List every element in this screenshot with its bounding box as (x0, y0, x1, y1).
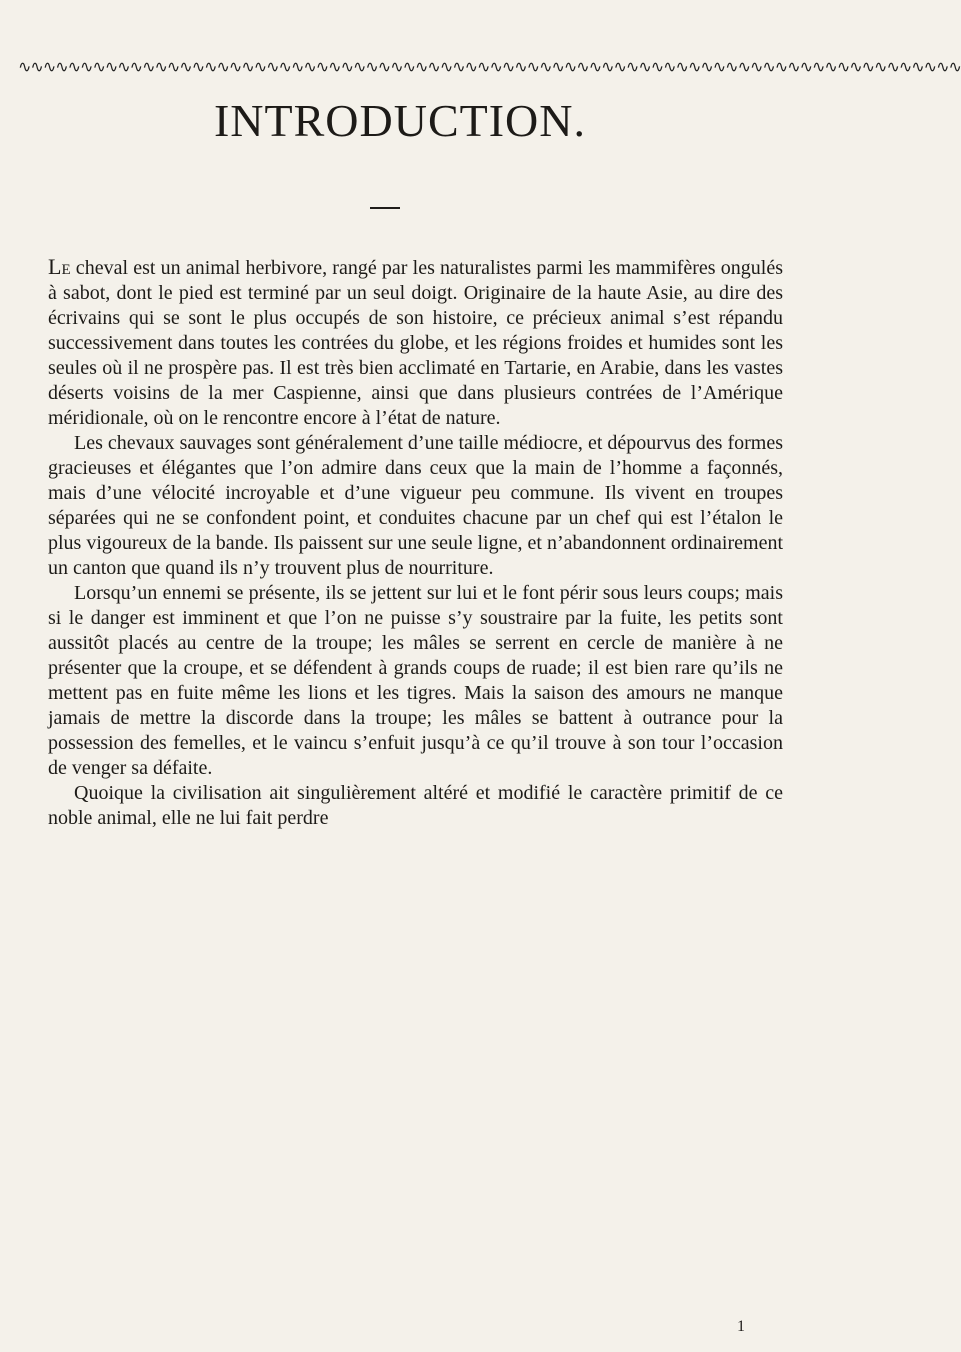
decorative-ornament-band: ∿∿∿∿∿∿∿∿∿∿∿∿∿∿∿∿∿∿∿∿∿∿∿∿∿∿∿∿∿∿∿∿∿∿∿∿∿∿∿∿∿∿∿∿∿∿∿∿∿∿∿∿∿∿∿∿∿∿∿∿∿∿∿∿∿∿∿∿∿∿∿∿∿∿∿∿ (18, 57, 961, 76)
main-text (48, 254, 783, 831)
paragraph-4: Quoique la civilisation ait singulièrement altéré et modifié le caractère primitif de ce noble animal, elle ne lui fait perdre (48, 782, 783, 829)
page-number: 1 (737, 1318, 745, 1335)
paragraph-1-lead-word: Le (48, 254, 71, 279)
page-title: INTRODUCTION. (213, 95, 586, 146)
paragraph-1 (48, 254, 783, 431)
paragraph-2: Les chevaux sauvages sont généralement d’une taille médiocre, et dépourvus des formes gracieuses et élégantes que l’on admire dans ceux que la main de l’homme a façonnés, mais d’une vélocité incroyable et d’une vigueur peu commune. Ils vivent en troupes séparées qui ne se confondent point, et conduites chacune par un chef qui est l’étalon le plus vigoureux de la bande. Ils paissent sur une seule ligne, et n’abandonnent ordinairement un canton que quand ils n’y trouvent plus de nourriture. (48, 432, 783, 579)
paragraph-1-text: cheval est un animal herbivore, rangé par les naturalistes parmi les mammifères ongulés à sabot, dont le pied est terminé par un seul doigt. Originaire de la haute Asie, au dire des écrivains qui se sont le plus occupés de son histoire, ce précieux animal s’est répandu successivement dans toutes les contrées du globe, et les régions froides et humides sont les seules où il ne prospère pas. Il est très bien acclimaté en Tartarie, en Arabie, dans les vastes déserts voisins de la mer Caspienne, ainsi que dans plusieurs contrées de l’Amérique méridionale, où on le rencontre encore à l’état de nature. (48, 257, 783, 429)
title-rule (370, 207, 400, 209)
paragraph-3: Lorsqu’un ennemi se présente, ils se jettent sur lui et le font périr sous leurs coups; mais si le danger est imminent et que l’on ne puisse s’y soustraire par la fuite, les petits sont aussitôt placés au centre de la troupe; les mâles se serrent en cercle de manière à ne présenter que la croupe, et se défendent à grands coups de ruade; il est bien rare qu’ils ne mettent pas en fuite même les lions et les tigres. Mais la saison des amours ne manque jamais de mettre la discorde dans la troupe; les mâles se battent à outrance pour la possession des femelles, et le vaincu s’enfuit jusqu’à ce qu’il trouve à son tour l’occasion de venger sa défaite. (48, 582, 783, 779)
